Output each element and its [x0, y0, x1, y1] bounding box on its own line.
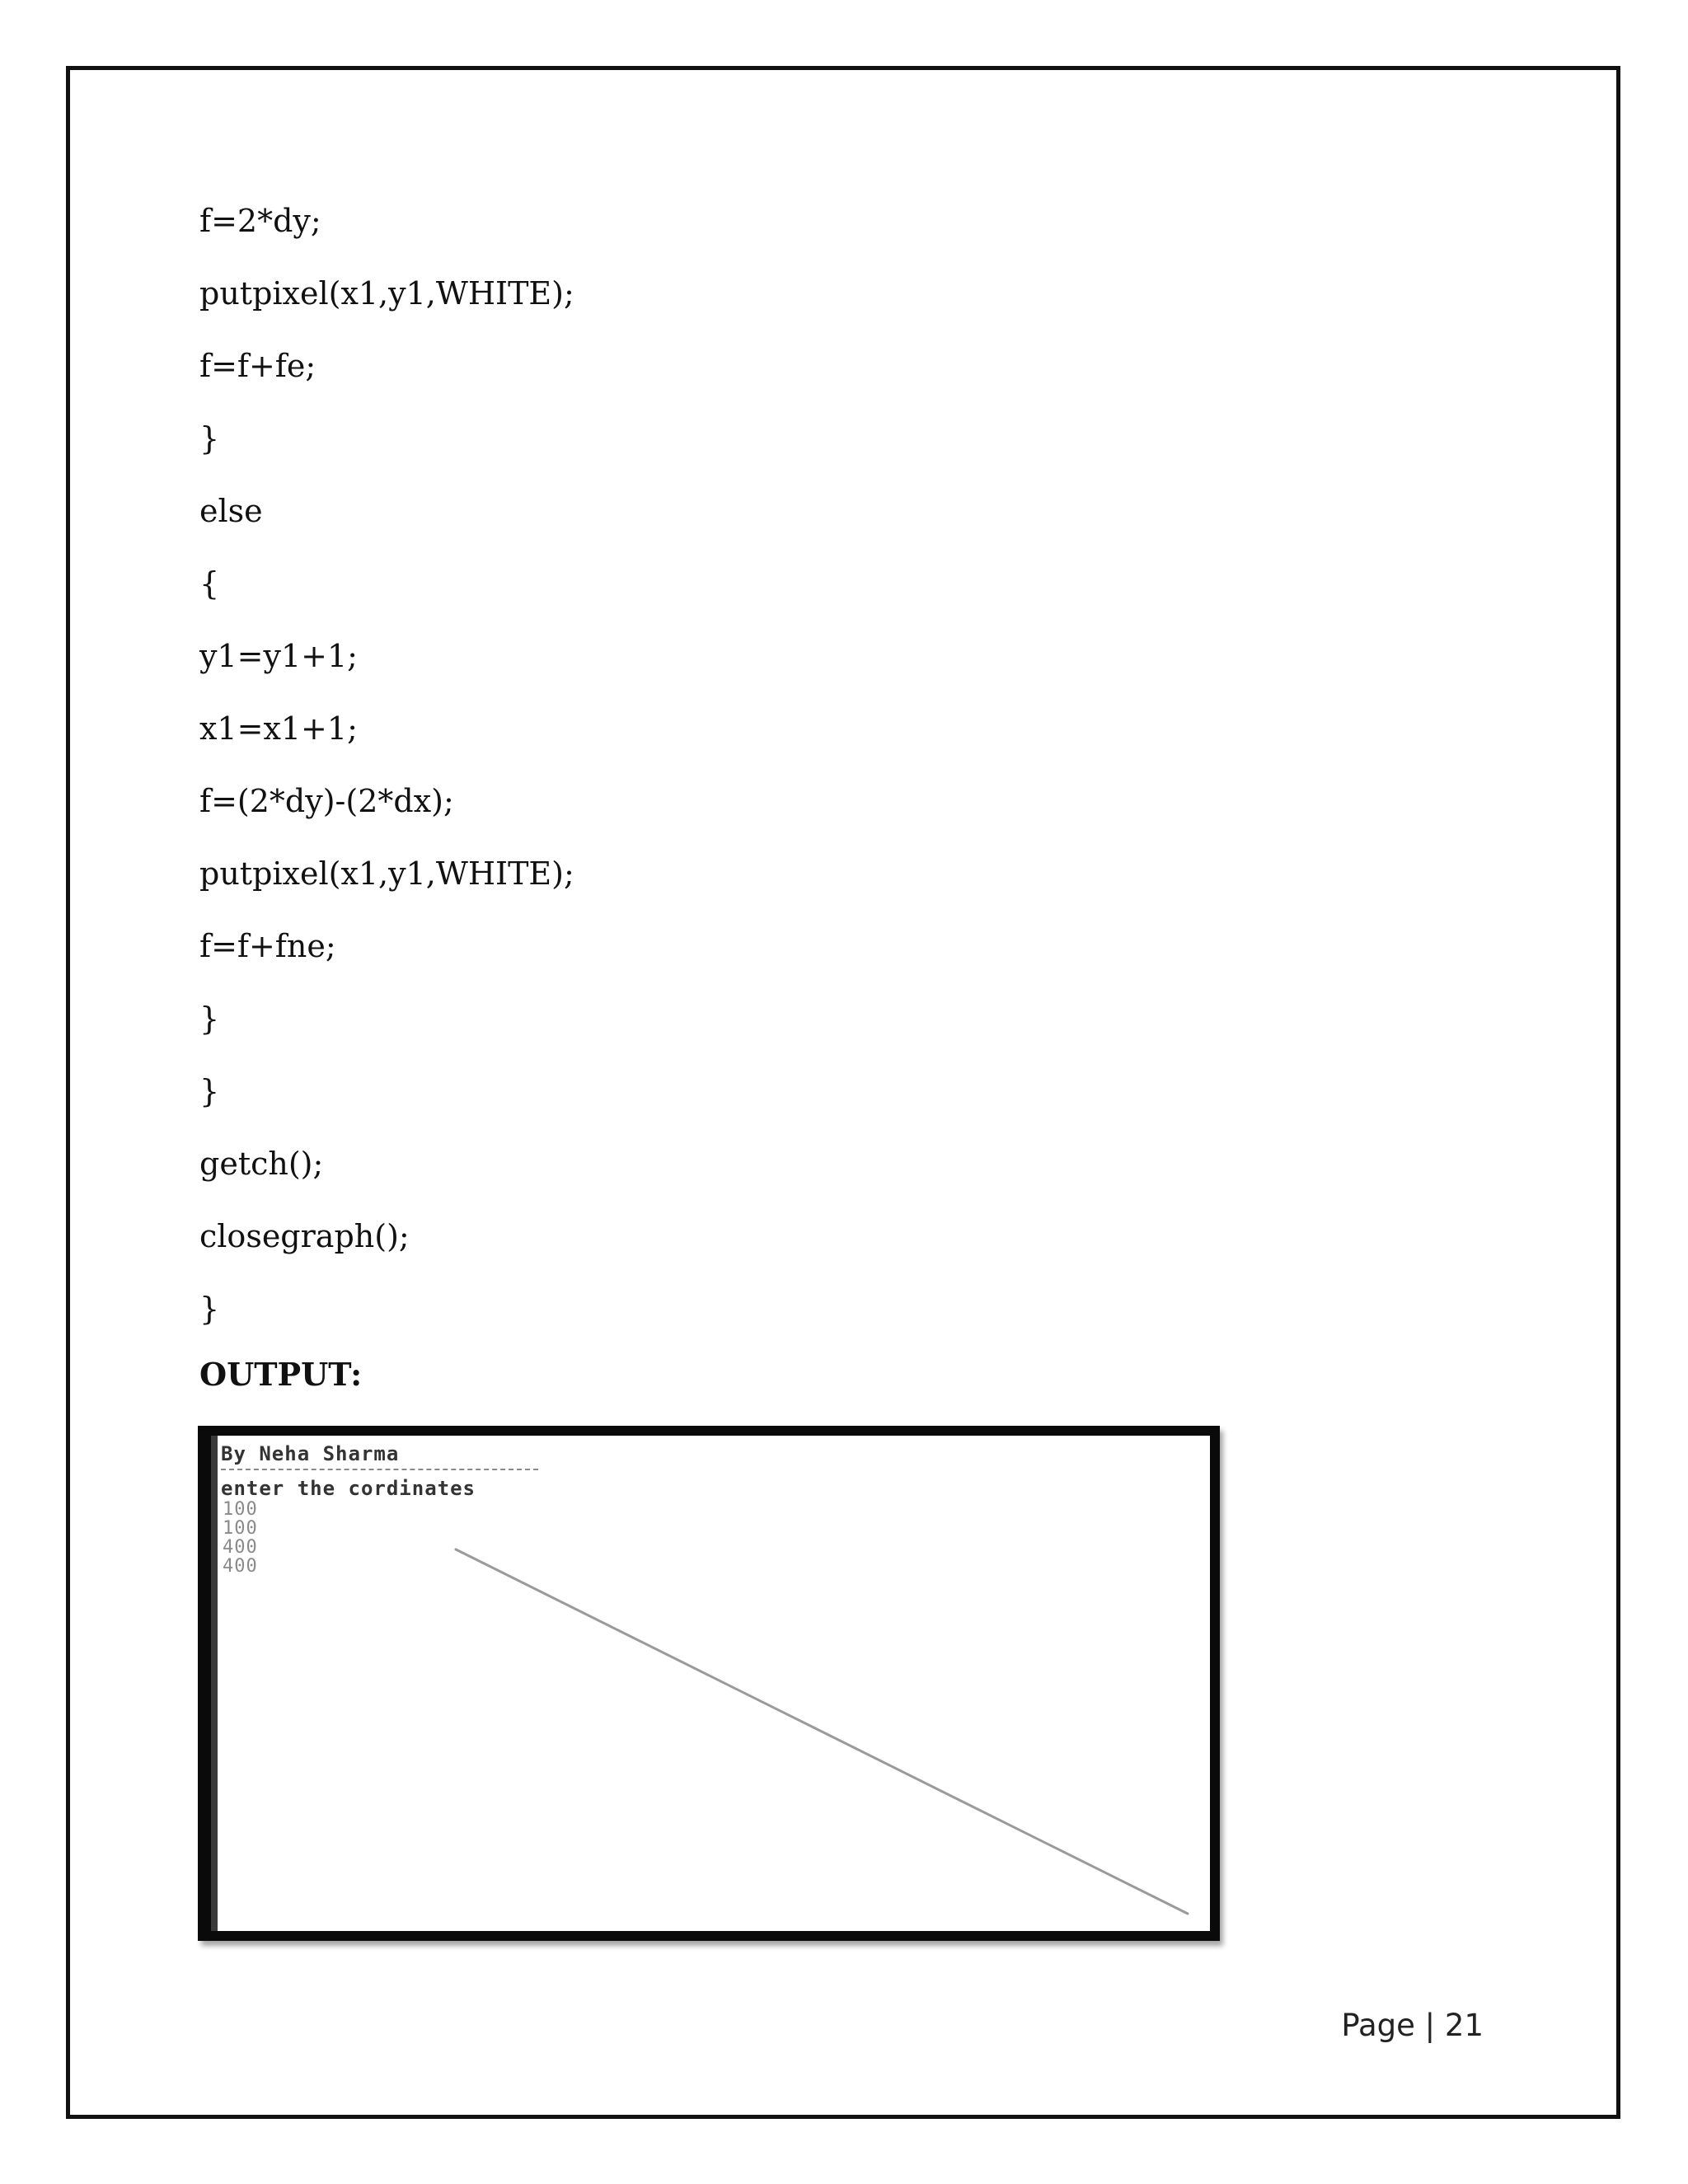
code-line: } [199, 1073, 220, 1109]
screen-prompt-text: enter the cordinates [221, 1477, 476, 1500]
code-line: closegraph(); [199, 1218, 410, 1254]
code-line: { [199, 565, 220, 602]
output-screenshot [198, 1426, 1220, 1941]
code-listing [199, 188, 574, 1348]
code-line: } [199, 1001, 220, 1037]
drawn-line [456, 1549, 1188, 1914]
code-line: } [199, 1291, 220, 1327]
code-line: else [199, 493, 263, 529]
code-line: f=(2*dy)-(2*dx); [199, 783, 454, 819]
code-line: y1=y1+1; [199, 638, 358, 674]
code-line: f=f+fe; [199, 348, 316, 384]
output-heading: OUTPUT: [199, 1356, 363, 1393]
screen-input-value: 100 [223, 1518, 258, 1539]
code-line: } [199, 420, 220, 457]
page-number: Page | 21 [1341, 2008, 1484, 2043]
code-line: putpixel(x1,y1,WHITE); [199, 275, 574, 312]
screen-author-text: By Neha Sharma [221, 1442, 400, 1465]
screen-input-value: 400 [223, 1537, 258, 1558]
screen-input-value: 100 [223, 1499, 258, 1520]
code-line: f=f+fne; [199, 928, 336, 964]
code-line: putpixel(x1,y1,WHITE); [199, 855, 574, 892]
code-line: f=2*dy; [199, 203, 321, 239]
code-line: getch(); [199, 1146, 324, 1182]
drawn-line-canvas [211, 1436, 1210, 1931]
code-line: x1=x1+1; [199, 710, 358, 747]
screen-input-value: 400 [223, 1556, 258, 1577]
